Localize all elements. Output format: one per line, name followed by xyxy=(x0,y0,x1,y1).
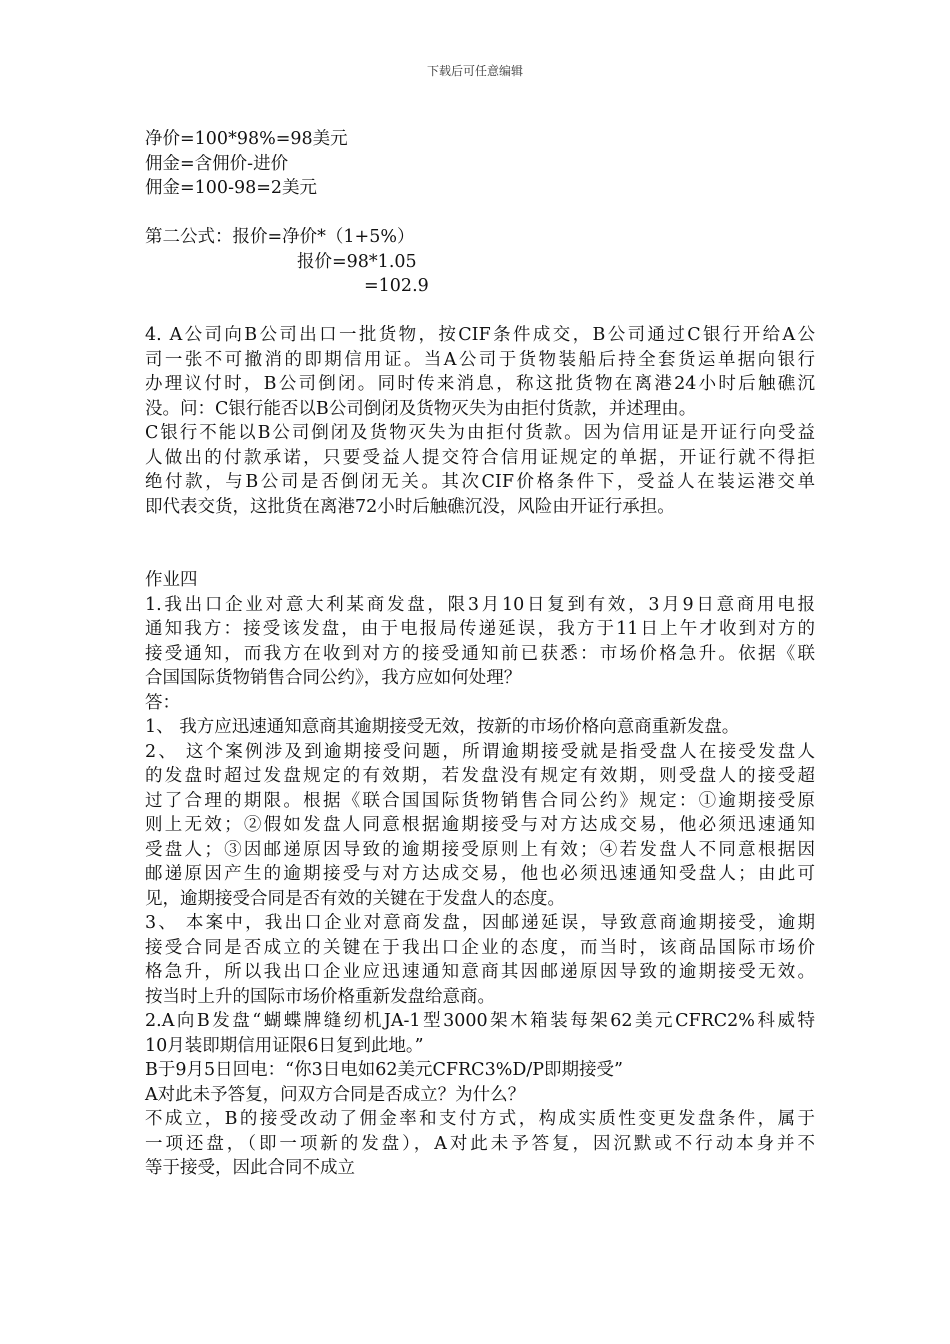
page-header: 下载后可任意编辑 xyxy=(426,64,523,78)
net-price-line: 净价=100*98%=98美元 xyxy=(145,129,348,149)
hw4-q1-answer-line: 邮递原因产生的逾期接受与对方达成交易，他也必须迅速通知受盘人；由此可 xyxy=(145,864,815,884)
hw4-q1-answer-3 xyxy=(145,911,815,1009)
answer-label: 答： xyxy=(145,692,180,713)
q4-answer xyxy=(145,421,815,519)
q4-answer-line: 人做出的付款承诺，只要受益人提交符合信用证规定的单据，开证行就不得拒 xyxy=(145,447,815,468)
hw4-q2-answer xyxy=(145,1107,815,1181)
q4-question-line: 司一张不可撤消的即期信用证。当A公司于货物装船后持全套货运单据向银行 xyxy=(145,349,815,370)
q4-question-line: 办理议付时，B公司倒闭。同时传来消息，称这批货物在离港24小时后触礁沉 xyxy=(145,374,815,394)
hw4-q1-question-line: 接受通知，而我方在收到对方的接受通知前已获悉：市场价格急升。依据《联 xyxy=(145,643,815,664)
hw4-q1-answer-line: 的发盘时超过发盘规定的有效期，若发盘没有规定有效期，则受盘人的接受超 xyxy=(145,766,815,786)
hw4-q2-offer-line: 2.A向B发盘“蝴蝶牌缝纫机JA-1型3000架木箱装每架62美元CFRC2%科威特 xyxy=(145,1011,815,1031)
hw4-q1-answer-line: 2、 这个案例涉及到逾期接受问题，所谓逾期接受就是指受盘人在接受发盘人 xyxy=(145,741,815,762)
hw4-q1-question xyxy=(145,593,815,691)
hw4-q2-answer-line: 一项还盘，（即一项新的发盘），A对此未予答复，因沉默或不行动本身并不 xyxy=(145,1133,815,1154)
q4-answer-line: 即代表交货，这批货在离港72小时后触礁沉没，风险由开证行承担。 xyxy=(145,496,675,517)
hw4-q1-answer-line: 按当时上升的国际市场价格重新发盘给意商。 xyxy=(145,986,495,1007)
q4-question xyxy=(145,323,815,421)
hw4-q1-question-line: 合国国际货物销售合同公约》，我方应如何处理？ xyxy=(145,668,522,688)
q4-question-line: 没。问：C银行能否以B公司倒闭及货物灭失为由拒付货款，并述理由。 xyxy=(145,398,697,419)
hw4-q1-answer-line: 3、 本案中，我出口企业对意商发盘，因邮递延误，导致意商逾期接受，逾期 xyxy=(145,913,815,933)
hw4-q1-answer-line: 1、 我方应迅速通知意商其逾期接受无效，按新的市场价格向意商重新发盘。 xyxy=(145,717,740,737)
hw4-q1-answer-line: 则上无效；②假如发盘人同意根据逾期接受与对方达成交易，他必须迅速通知 xyxy=(145,815,815,835)
formula2-title: 第二公式：报价=净价*（1+5%） xyxy=(145,227,415,247)
q4-question-line: 4. A公司向B公司出口一批货物，按CIF条件成交，B公司通过C银行开给A公 xyxy=(145,325,815,345)
hw4-q2-answer-line: 等于接受，因此合同不成立 xyxy=(145,1158,355,1178)
hw4-q1-answer-line: 格急升，所以我出口企业应迅速通知意商其因邮递原因导致的逾期接受无效。 xyxy=(145,962,815,982)
formula2-step2: =102.9 xyxy=(364,276,429,296)
commission-calc-line: 佣金=100-98=2美元 xyxy=(145,178,318,198)
hw4-q1-answer-2 xyxy=(145,740,815,912)
hw4-q2-reply: B于9月5日回电：“你3日电如62美元CFRC3%D/P即期接受” xyxy=(145,1060,623,1080)
hw4-q2-question: A对此未予答复，问双方合同是否成立？为什么？ xyxy=(145,1084,526,1105)
q4-answer-line: C银行不能以B公司倒闭及货物灭失为由拒付货款。因为信用证是开证行向受益 xyxy=(145,423,815,443)
formula2-step1: 报价=98*1.05 xyxy=(297,251,417,272)
document-body xyxy=(145,127,815,1181)
commission-definition-line: 佣金=含佣价-进价 xyxy=(145,153,289,174)
q4-answer-line: 绝付款，与B公司是否倒闭无关。其次CIF价格条件下，受益人在装运港交单 xyxy=(145,472,815,492)
hw4-q2-answer-line: 不成立，B的接受改动了佣金率和支付方式，构成实质性变更发盘条件，属于 xyxy=(145,1109,815,1129)
homework4-title: 作业四 xyxy=(145,570,198,590)
hw4-q1-answer-line: 过了合理的期限。根据《联合国国际货物销售合同公约》规定：①逾期接受原 xyxy=(145,790,815,811)
hw4-q1-answer-line: 受盘人；③因邮递原因导致的逾期接受原则上有效；④若发盘人不同意根据因 xyxy=(145,839,815,860)
hw4-q2-offer-line: 10月装即期信用证限6日复到此地。” xyxy=(145,1035,424,1056)
hw4-q1-question-line: 1.我出口企业对意大利某商发盘，限3月10日复到有效，3月9日意商用电报 xyxy=(145,594,815,615)
hw4-q1-answer-line: 见，逾期接受合同是否有效的关键在于发盘人的态度。 xyxy=(145,888,565,909)
hw4-q1-answer-1 xyxy=(145,715,815,740)
hw4-q2-offer xyxy=(145,1009,815,1058)
hw4-q1-answer-line: 接受合同是否成立的关键在于我出口企业的态度，而当时，该商品国际市场价 xyxy=(145,937,815,958)
hw4-q1-question-line: 通知我方：接受该发盘，由于电报局传递延误，我方于11日上午才收到对方的 xyxy=(145,619,815,639)
